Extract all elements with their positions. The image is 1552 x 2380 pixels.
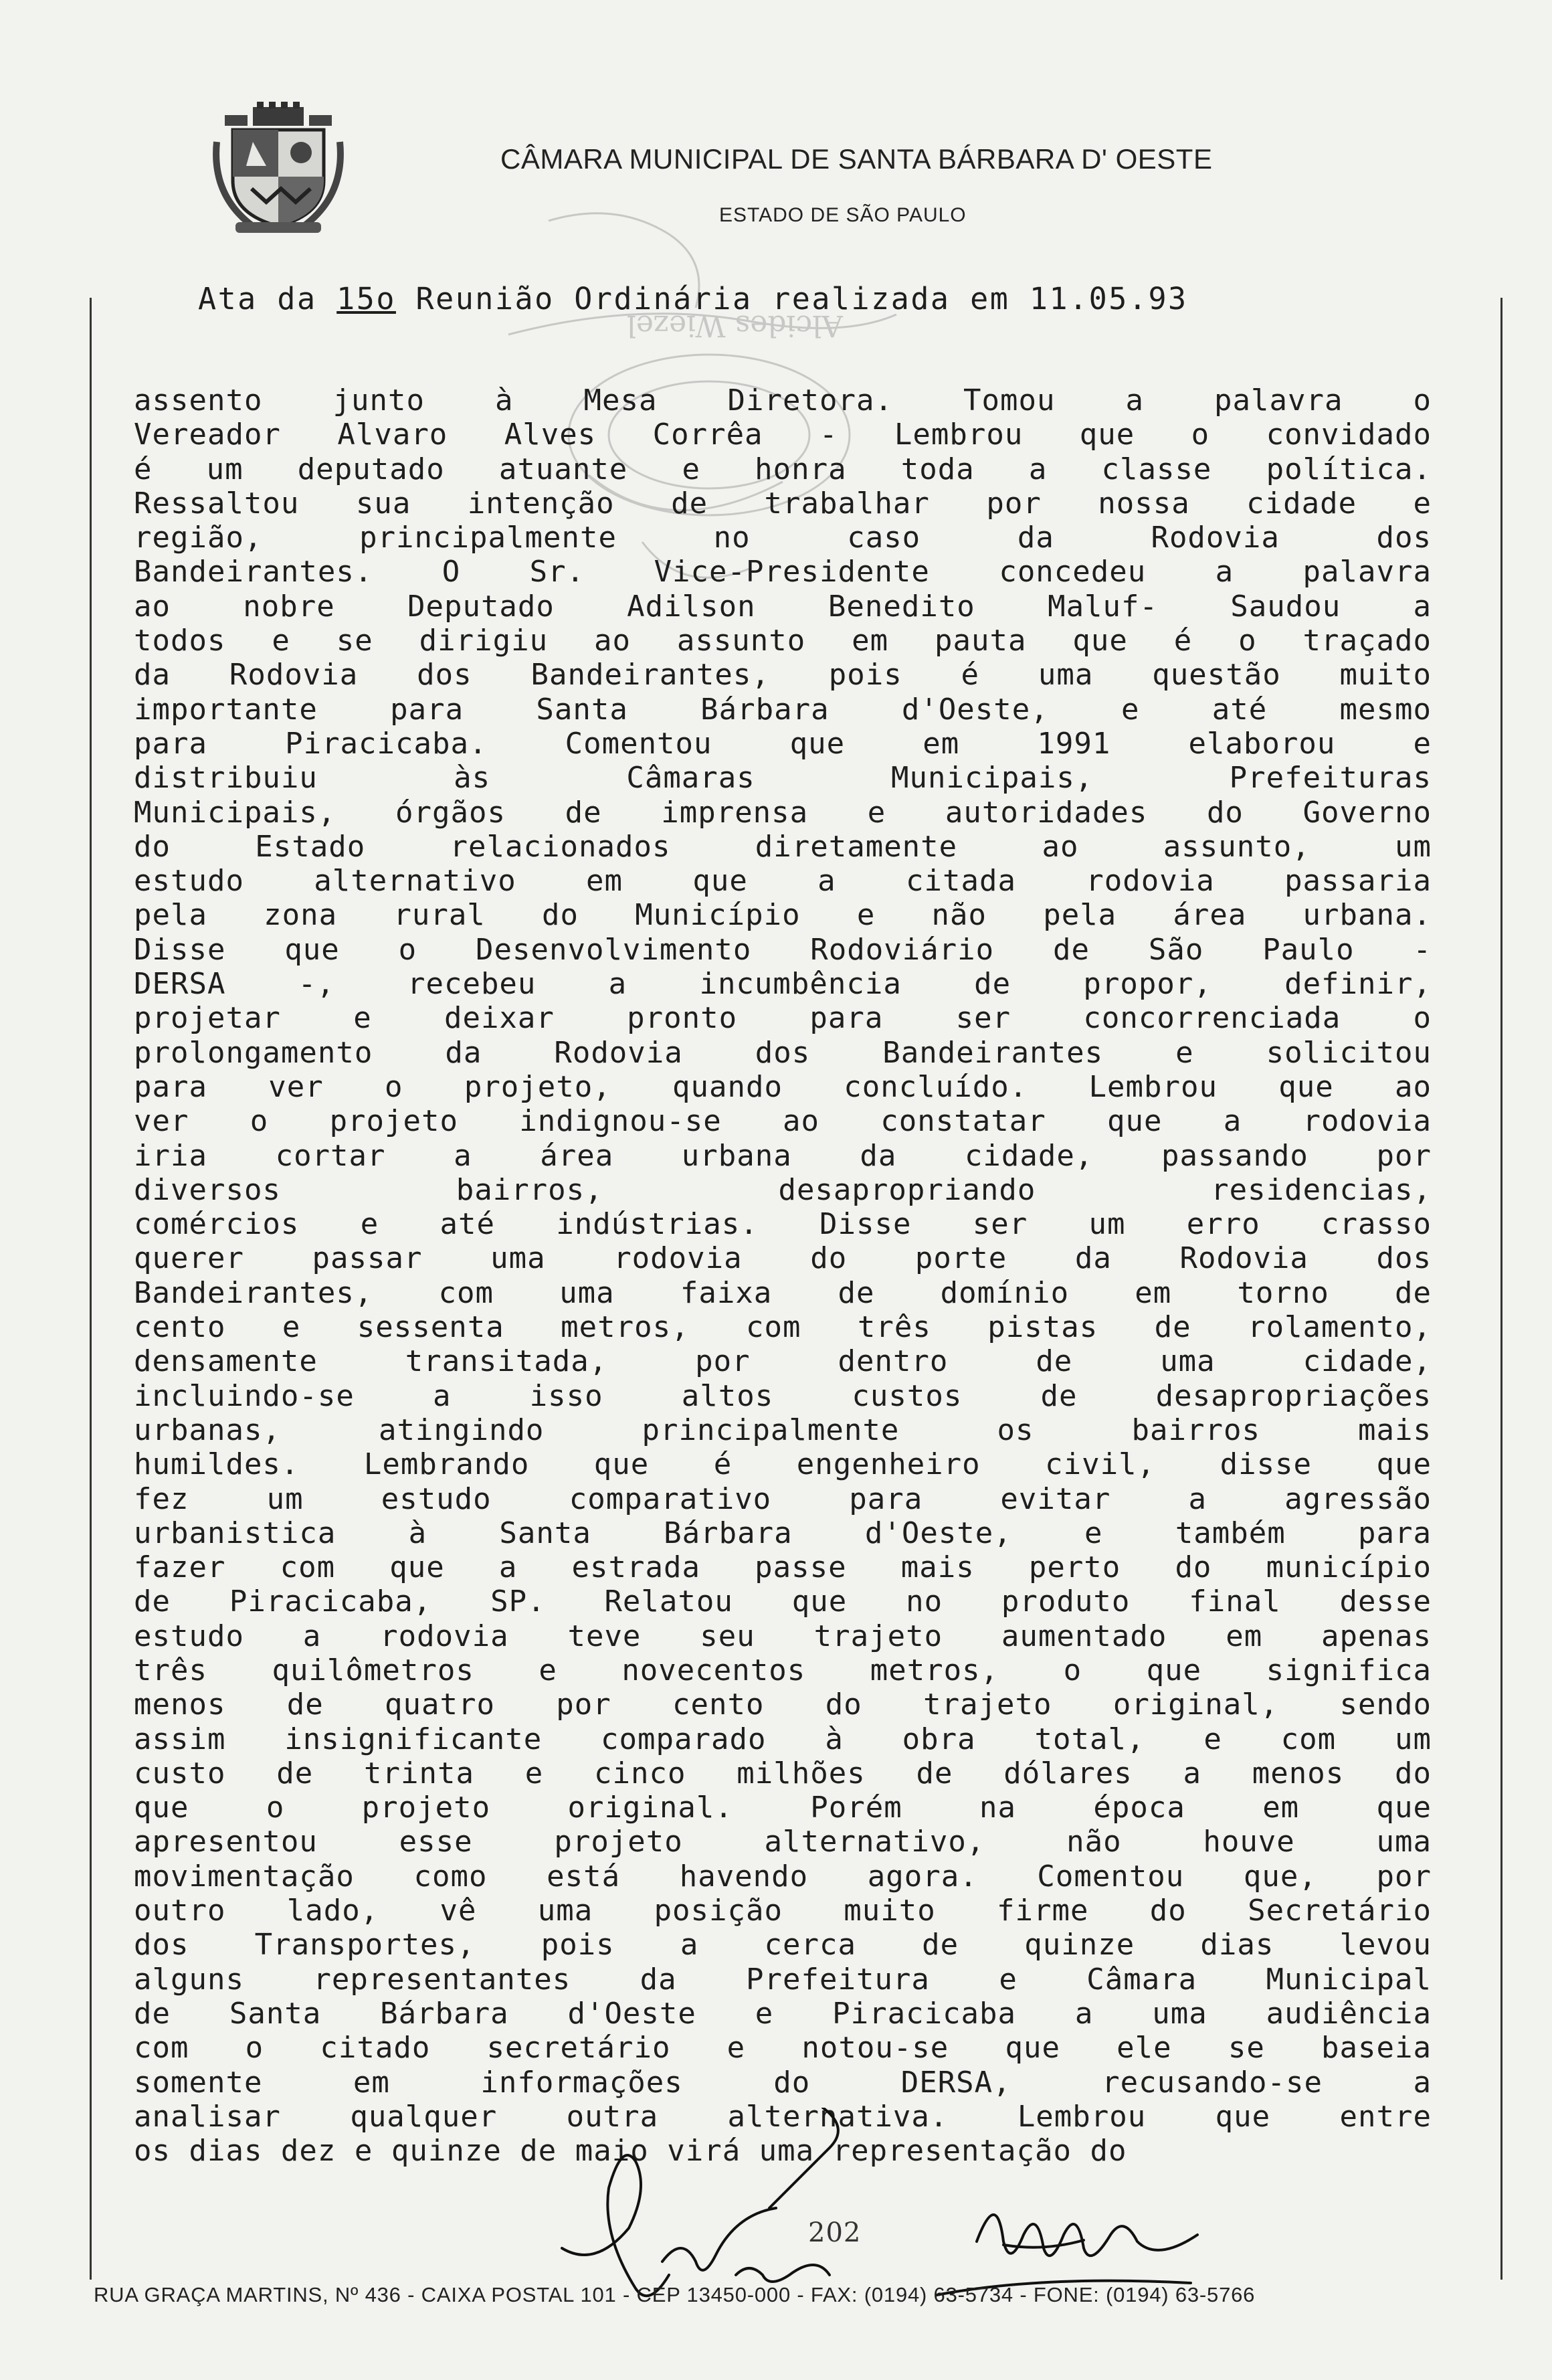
body-line: estudo a rodovia teve seu trajeto aumentado em apenas	[134, 1619, 1432, 1653]
body-line: prolongamento da Rodovia dos Bandeirantes e solicitou	[134, 1035, 1432, 1070]
body-line: movimentação como está havendo agora. Comentou que, por	[134, 1859, 1432, 1894]
page-number: 202	[808, 2217, 862, 2248]
body-line: fez um estudo comparativo para evitar a agressão	[134, 1481, 1432, 1516]
footer-address: RUA GRAÇA MARTINS, Nº 436 - CAIXA POSTAL 101 - CEP 13450-000 - FAX: (0194) 63-5734 - FONE: (0194) 63-5766	[94, 2283, 1256, 2306]
body-line: fazer com que a estrada passe mais perto do município	[134, 1550, 1432, 1585]
body-line: cento e sessenta metros, com três pistas de rolamento,	[134, 1310, 1432, 1345]
body-line: os dias dez e quinze de maio virá uma representação do	[134, 2134, 1127, 2169]
body-line: analisar qualquer outra alternativa. Lembrou que entre	[134, 2099, 1432, 2134]
body-line: custo de trinta e cinco milhões de dólares a menos do	[134, 1756, 1432, 1791]
body-line: Bandeirantes, com uma faixa de domínio em torno de	[134, 1275, 1432, 1310]
body-line: outro lado, vê uma posição muito firme do Secretário	[134, 1894, 1432, 1928]
minutes-title-ordinal: 15o	[336, 281, 396, 316]
body-line: de Santa Bárbara d'Oeste e Piracicaba a uma audiência	[134, 1996, 1432, 2031]
body-line: projetar e deixar pronto para ser concorrenciada o	[134, 1001, 1432, 1036]
body-line: densamente transitada, por dentro de uma cidade,	[134, 1344, 1432, 1379]
body-line: importante para Santa Bárbara d'Oeste, e até mesmo	[134, 692, 1432, 727]
body-line: três quilômetros e novecentos metros, o que significa	[134, 1653, 1432, 1687]
left-margin-line	[90, 298, 92, 2280]
body-line: de Piracicaba, SP. Relatou que no produto final desse	[134, 1584, 1432, 1619]
stamp-text: Alcides Wiezel	[626, 308, 843, 343]
body-line: alguns representantes da Prefeitura e Câmara Municipal	[134, 1962, 1432, 1997]
body-line: incluindo-se a isso altos custos de desapropriações	[134, 1378, 1432, 1413]
body-line: região, principalmente no caso da Rodovia dos	[134, 521, 1432, 555]
body-line: da Rodovia dos Bandeirantes, pois é uma questão muito	[134, 658, 1432, 693]
right-margin-line	[1500, 298, 1502, 2280]
body-line: somente em informações do DERSA, recusando-se a	[134, 2065, 1432, 2100]
body-line: é um deputado atuante e honra toda a classe política.	[134, 452, 1432, 486]
header-subtitle: ESTADO DE SÃO PAULO	[719, 204, 967, 226]
body-line: que o projeto original. Porém na época em que	[134, 1791, 1432, 1825]
body-line: ver o projeto indignou-se ao constatar que a rodovia	[134, 1104, 1432, 1139]
header-title: CÂMARA MUNICIPAL DE SANTA BÁRBARA D' OESTE	[500, 143, 1213, 175]
body-line: Bandeirantes. O Sr. Vice-Presidente concedeu a palavra	[134, 555, 1432, 589]
body-line: com o citado secretário e notou-se que ele se baseia	[134, 2031, 1432, 2066]
coat-of-arms-icon	[213, 102, 344, 236]
body-line: urbanas, atingindo principalmente os bairros mais	[134, 1412, 1432, 1447]
body-line: apresentou esse projeto alternativo, não houve uma	[134, 1825, 1432, 1859]
body-line: assim insignificante comparado à obra total, e com um	[134, 1722, 1432, 1756]
body-line: DERSA -, recebeu a incumbência de propor, definir,	[134, 967, 1432, 1002]
body-line: urbanistica à Santa Bárbara d'Oeste, e também para	[134, 1516, 1432, 1550]
body-line: humildes. Lembrando que é engenheiro civil, disse que	[134, 1447, 1432, 1482]
body-line: para ver o projeto, quando concluído. Lembrou que ao	[134, 1069, 1432, 1104]
body-line: assento junto à Mesa Diretora. Tomou a palavra o	[134, 383, 1432, 418]
body-line: Municipais, órgãos de imprensa e autoridades do Governo	[134, 795, 1432, 830]
body-line: ao nobre Deputado Adilson Benedito Maluf- Saudou a	[134, 589, 1432, 624]
body-line: querer passar uma rodovia do porte da Rodovia dos	[134, 1241, 1432, 1276]
minutes-title-prefix: Ata da	[198, 281, 337, 316]
body-line: Vereador Alvaro Alves Corrêa - Lembrou que o convidado	[134, 418, 1432, 452]
minutes-title	[198, 281, 1402, 316]
body-line: do Estado relacionados diretamente ao assunto, um	[134, 829, 1432, 864]
body-line: Disse que o Desenvolvimento Rodoviário de São Paulo -	[134, 932, 1432, 967]
minutes-title-suffix: Reunião Ordinária realizada em 11.05.93	[395, 281, 1188, 316]
body-line: dos Transportes, pois a cerca de quinze dias levou	[134, 1928, 1432, 1962]
body-line: Ressaltou sua intenção de trabalhar por nossa cidade e	[134, 486, 1432, 521]
minutes-body	[134, 383, 1432, 2168]
body-line: distribuiu às Câmaras Municipais, Prefeituras	[134, 761, 1432, 796]
body-line: pela zona rural do Município e não pela área urbana.	[134, 898, 1432, 933]
body-line: todos e se dirigiu ao assunto em pauta que é o traçado	[134, 624, 1432, 658]
body-line: estudo alternativo em que a citada rodovia passaria	[134, 864, 1432, 899]
body-line: menos de quatro por cento do trajeto original, sendo	[134, 1687, 1432, 1722]
body-line: diversos bairros, desapropriando residencias,	[134, 1172, 1432, 1207]
body-line: iria cortar a área urbana da cidade, passando por	[134, 1138, 1432, 1173]
body-line: comércios e até indústrias. Disse ser um erro crasso	[134, 1207, 1432, 1242]
body-line: para Piracicaba. Comentou que em 1991 elaborou e	[134, 726, 1432, 761]
